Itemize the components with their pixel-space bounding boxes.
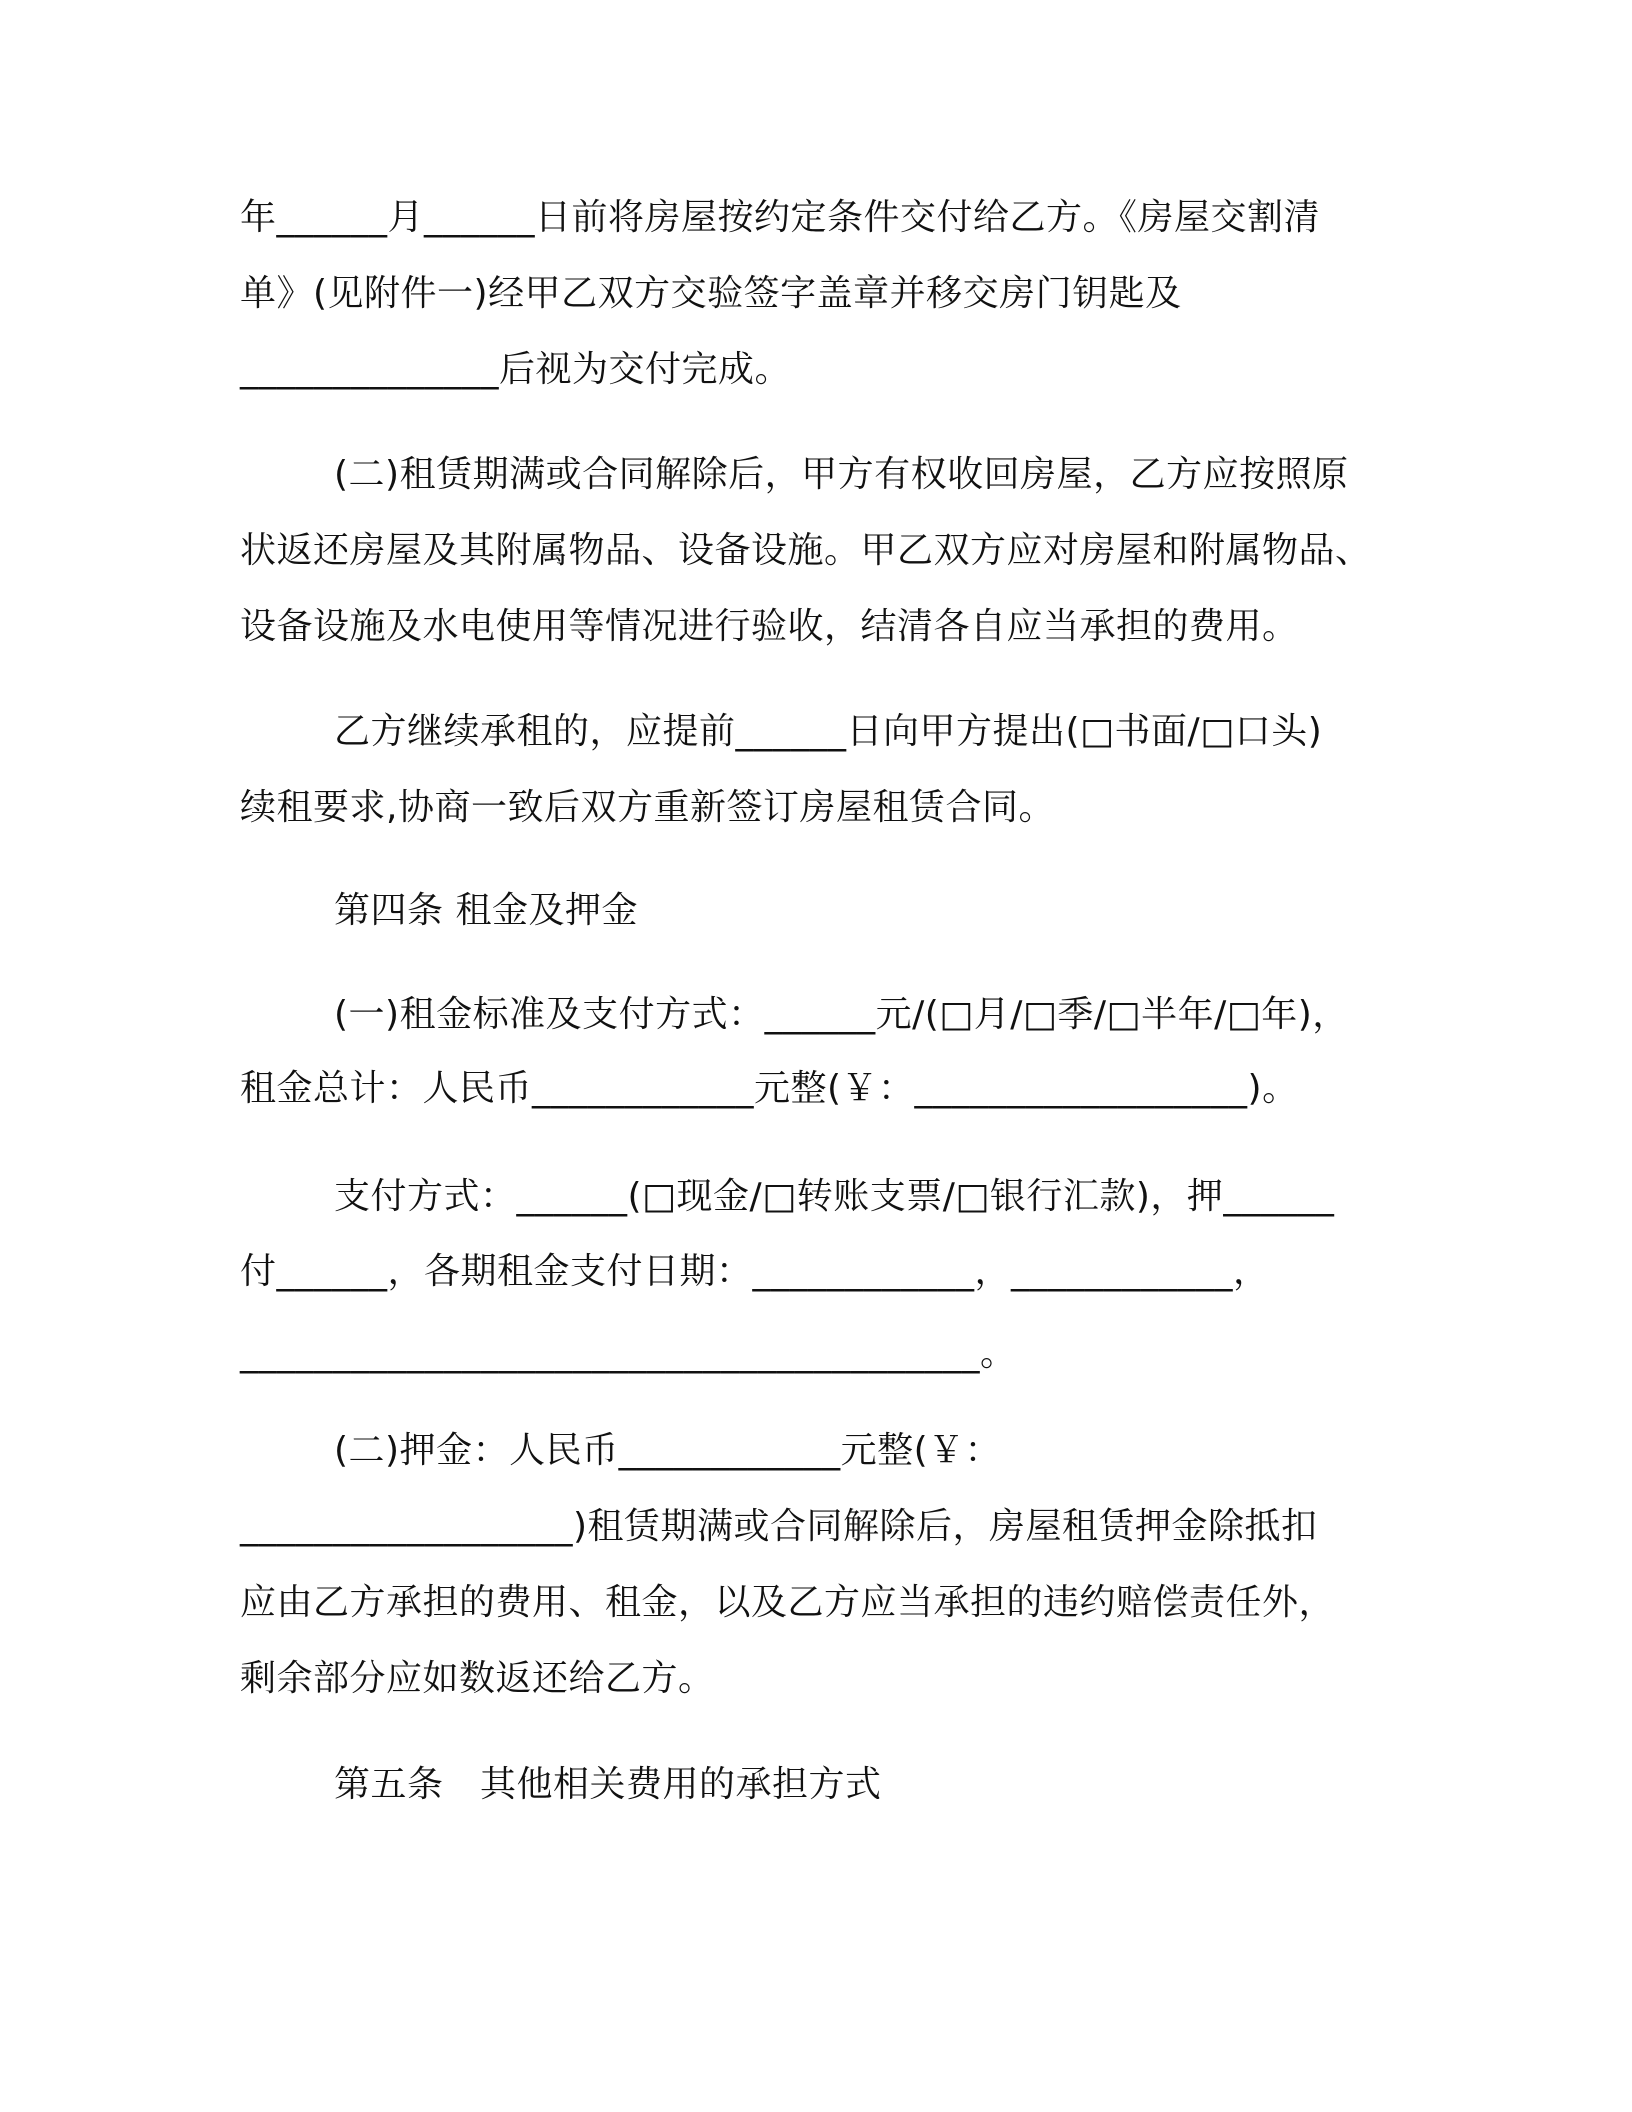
text-line: 剩余部分应如数返还给乙方。 xyxy=(240,1658,715,1699)
text-line: 应由乙方承担的费用、租金，以及乙方应当承担的违约赔偿责任外， xyxy=(240,1582,1336,1623)
text-line: ________________________________________。 xyxy=(240,1333,1017,1374)
text-line: 租金总计：人民币____________元整(￥：__________________)。 xyxy=(240,1068,1299,1109)
text-line: 单》(见附件一)经甲乙双方交验签字盖章并移交房门钥匙及 xyxy=(240,273,1182,314)
text-line: (二)租赁期满或合同解除后，甲方有权收回房屋，乙方应按照原 xyxy=(334,454,1349,495)
text-line: ______________后视为交付完成。 xyxy=(240,349,792,390)
text-line: 年______月______日前将房屋按约定条件交付给乙方。《房屋交割清 xyxy=(240,197,1321,238)
text-line: 状返还房屋及其附属物品、设备设施。甲乙双方应对房屋和附属物品、 xyxy=(240,530,1372,571)
text-line: (二)押金：人民币____________元整(￥： xyxy=(334,1430,1002,1471)
text-line: 乙方继续承租的，应提前______日向甲方提出(□书面/□口头) xyxy=(334,711,1323,752)
text-line: 续租要求,协商一致后双方重新签订房屋租赁合同。 xyxy=(240,787,1055,828)
text-line: (一)租金标准及支付方式：______元/(□月/□季/□半年/□年)， xyxy=(334,994,1349,1035)
text-line: 设备设施及水电使用等情况进行验收，结清各自应当承担的费用。 xyxy=(240,606,1299,647)
section-heading: 第四条 租金及押金 xyxy=(334,890,638,931)
text-line: 付______，各期租金支付日期：____________，____________， xyxy=(240,1251,1270,1292)
text-line: __________________)租赁期满或合同解除后，房屋租赁押金除抵扣 xyxy=(240,1506,1318,1547)
text-line: 支付方式：______(□现金/□转账支票/□银行汇款)，押______ xyxy=(334,1176,1335,1217)
section-heading: 第五条 其他相关费用的承担方式 xyxy=(334,1764,882,1805)
